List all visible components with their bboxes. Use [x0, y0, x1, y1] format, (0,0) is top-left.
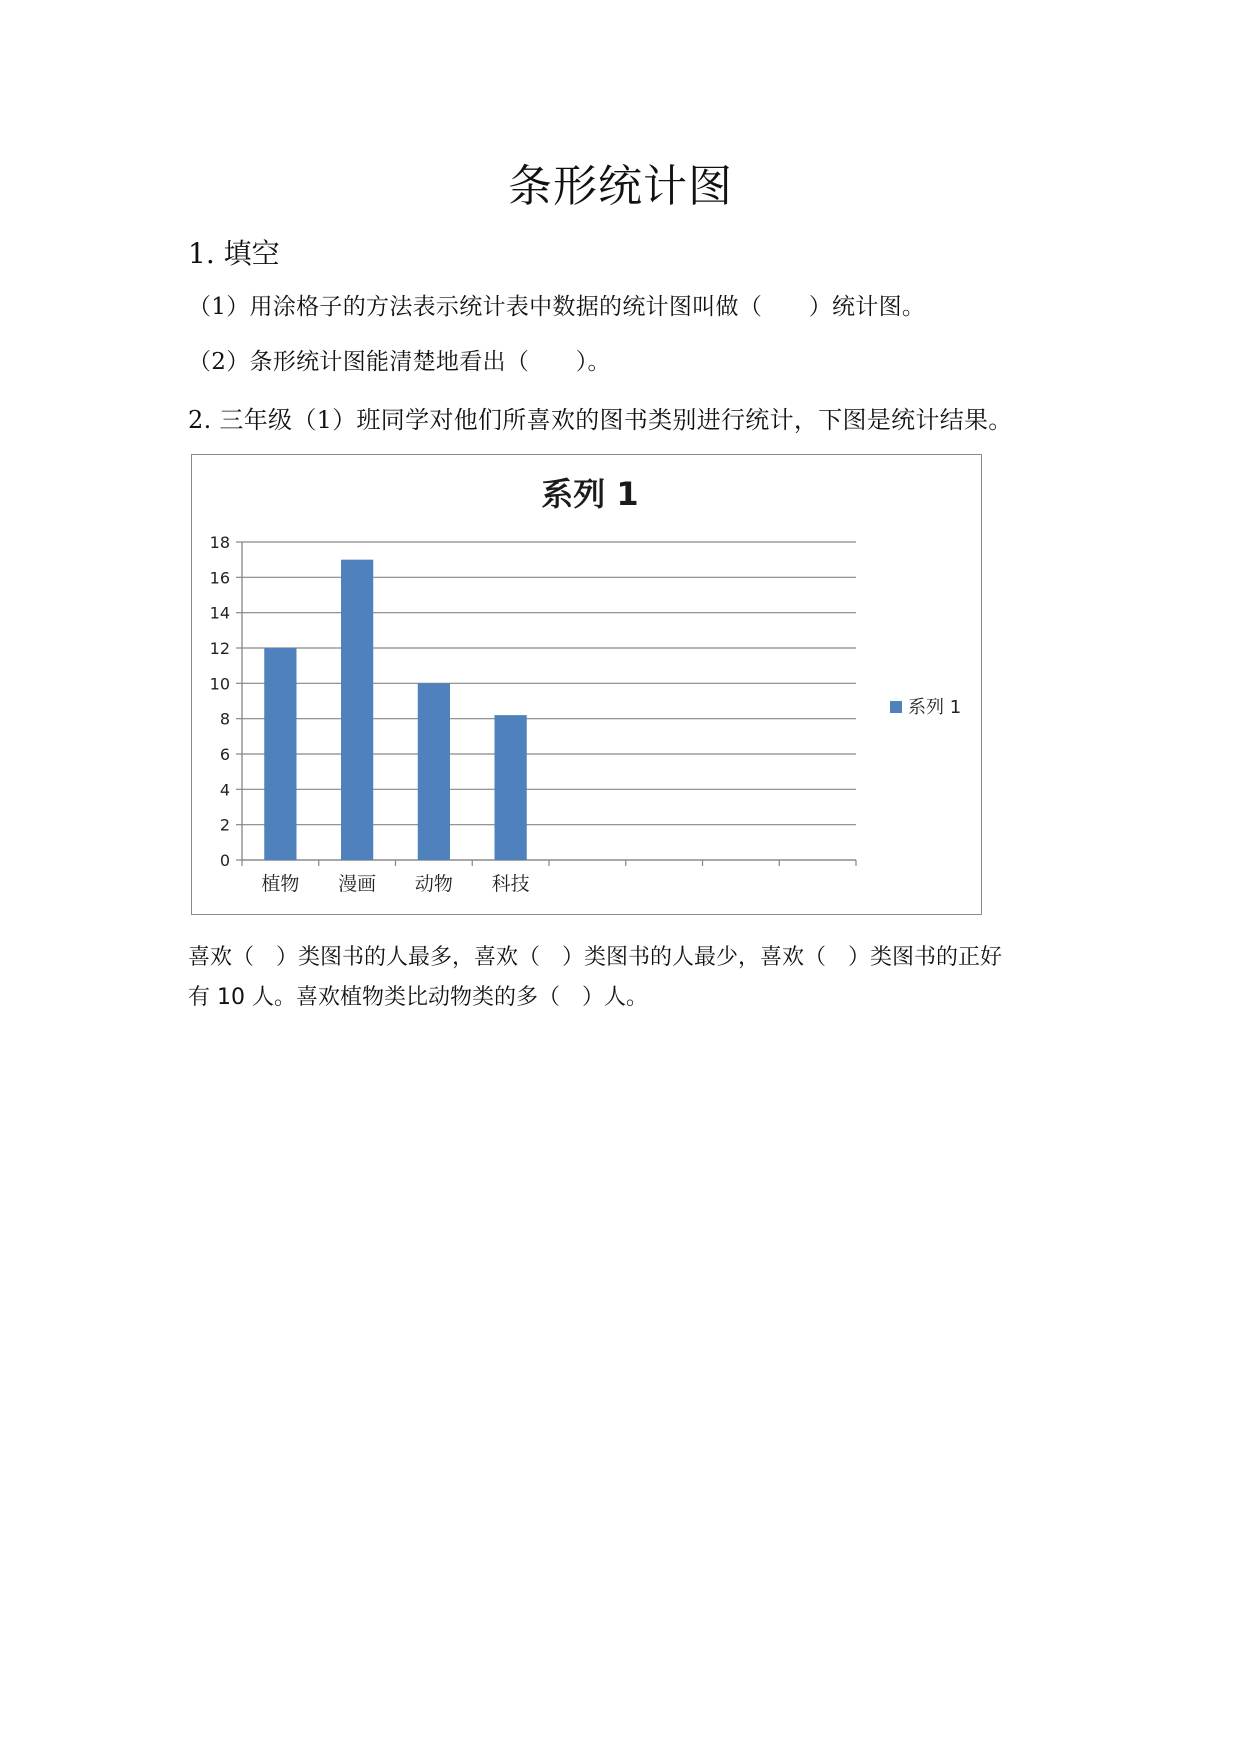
x-category-label: 科技 [491, 873, 530, 895]
y-tick-label: 2 [219, 815, 230, 835]
bar-chart [191, 454, 982, 915]
question-1-item-1: （1）用涂格子的方法表示统计表中数据的统计图叫做（ ）统计图。 [188, 294, 926, 320]
bar [418, 683, 450, 860]
y-tick-label: 16 [209, 568, 230, 588]
x-category-label: 植物 [261, 873, 300, 895]
bar [264, 648, 296, 860]
answer-line-1: 喜欢（ ）类图书的人最多，喜欢（ ）类图书的人最少，喜欢（ ）类图书的正好 [188, 945, 1003, 970]
y-tick-label: 14 [209, 603, 230, 623]
y-tick-label: 18 [209, 533, 230, 552]
bar [341, 560, 373, 860]
y-tick-label: 0 [219, 851, 230, 870]
question-1-heading: 1. 填空 [188, 237, 280, 270]
question-2-intro: 2. 三年级（1）班同学对他们所喜欢的图书类别进行统计，下图是统计结果。 [188, 406, 1013, 434]
x-category-label: 动物 [414, 873, 453, 895]
x-category-label: 漫画 [338, 873, 377, 895]
legend-swatch [890, 701, 902, 713]
page-title: 条形统计图 [508, 161, 733, 212]
chart-title: 系列 1 [541, 475, 639, 513]
y-tick-label: 4 [219, 780, 230, 800]
y-tick-label: 10 [209, 674, 230, 694]
bar [495, 715, 527, 860]
y-tick-label: 12 [209, 639, 230, 658]
answer-line-2: 有 10 人。喜欢植物类比动物类的多（ ）人。 [188, 985, 648, 1010]
y-tick-label: 8 [219, 709, 230, 729]
question-1-item-2: （2）条形统计图能清楚地看出（ ）。 [188, 349, 611, 375]
legend-label: 系列 1 [908, 697, 962, 718]
y-tick-label: 6 [219, 745, 230, 764]
bar-chart-svg [192, 455, 980, 913]
